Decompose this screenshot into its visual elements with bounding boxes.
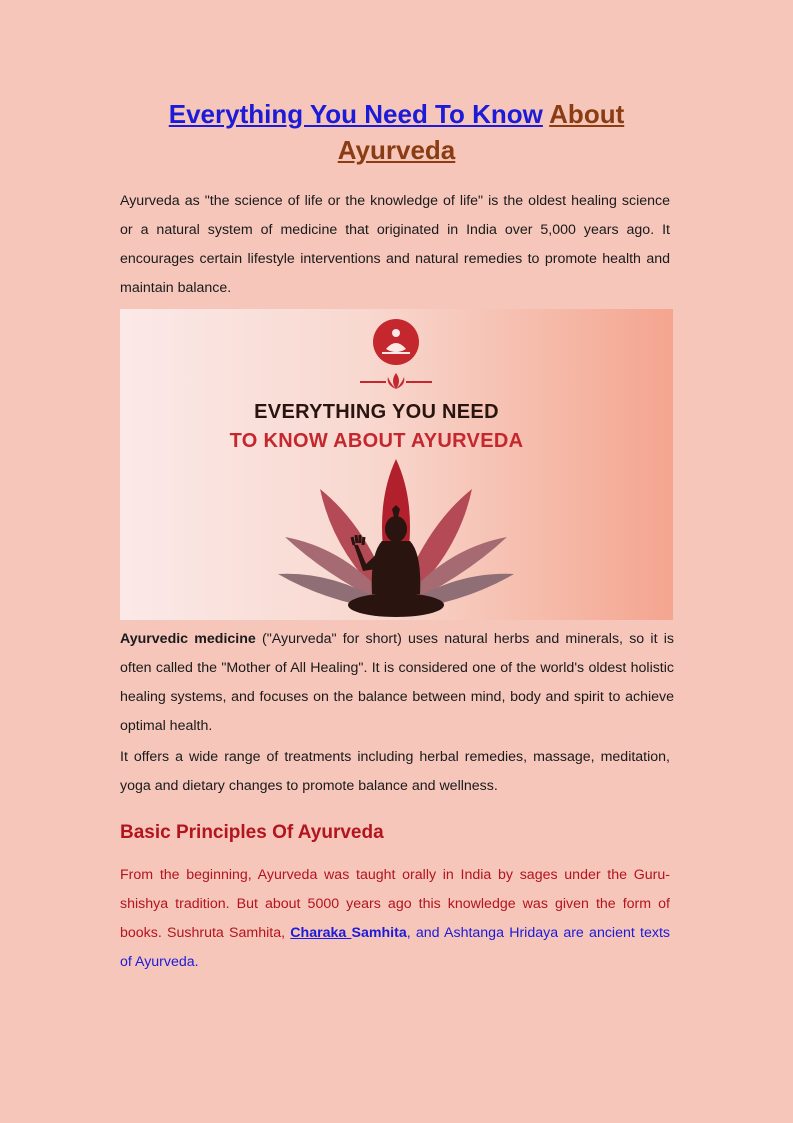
charaka-link[interactable]: Charaka	[290, 925, 352, 941]
banner-image	[120, 309, 673, 620]
samhita-bold: Samhita	[351, 925, 407, 941]
banner-artwork	[120, 309, 673, 620]
principles-text-blue: , and Ashtanga Hridaya are ancient texts of Ayurveda.	[120, 925, 670, 970]
banner-heading-line1: EVERYTHING YOU NEED	[254, 401, 499, 423]
bold-term: Ayurvedic medicine	[120, 631, 256, 647]
principles-paragraph	[120, 861, 670, 977]
paragraph-text: ("Ayurveda" for short) uses natural herbs and minerals, so it is often called the "Mother of All Healing". It is considered one of the world's oldest holistic healing systems, and focuses on the balance between mind, body and spirit to achieve optimal health.	[120, 631, 674, 734]
banner-heading-line2: TO KNOW ABOUT AYURVEDA	[229, 430, 524, 452]
meditation-logo-icon	[373, 319, 419, 365]
treatments-paragraph: It offers a wide range of treatments including herbal remedies, massage, meditation, yoga and dietary changes to promote balance and wellness.	[120, 749, 670, 794]
title-ayurveda[interactable]: Ayurveda	[337, 135, 456, 165]
principles-text-red: From the beginning, Ayurveda was taught orally in India by sages under the Guru-shishya tradition. But about 5000 years ago this knowledge was given the form of books. Sushruta Samhita,	[120, 867, 670, 941]
ayurvedic-medicine-paragraph	[120, 625, 674, 741]
page-title	[120, 96, 673, 168]
title-about[interactable]: About	[549, 99, 625, 129]
intro-paragraph: Ayurveda as "the science of life or the knowledge of life" is the oldest healing science or a natural system of medicine that originated in India over 5,000 years ago. It encourages certain lifestyle interventions and natural remedies to promote health and maintain balance.	[120, 193, 670, 296]
lotus-divider-icon	[360, 373, 432, 389]
title-link[interactable]: Everything You Need To Know	[168, 99, 543, 129]
section-heading: Basic Principles Of Ayurveda	[120, 822, 384, 843]
